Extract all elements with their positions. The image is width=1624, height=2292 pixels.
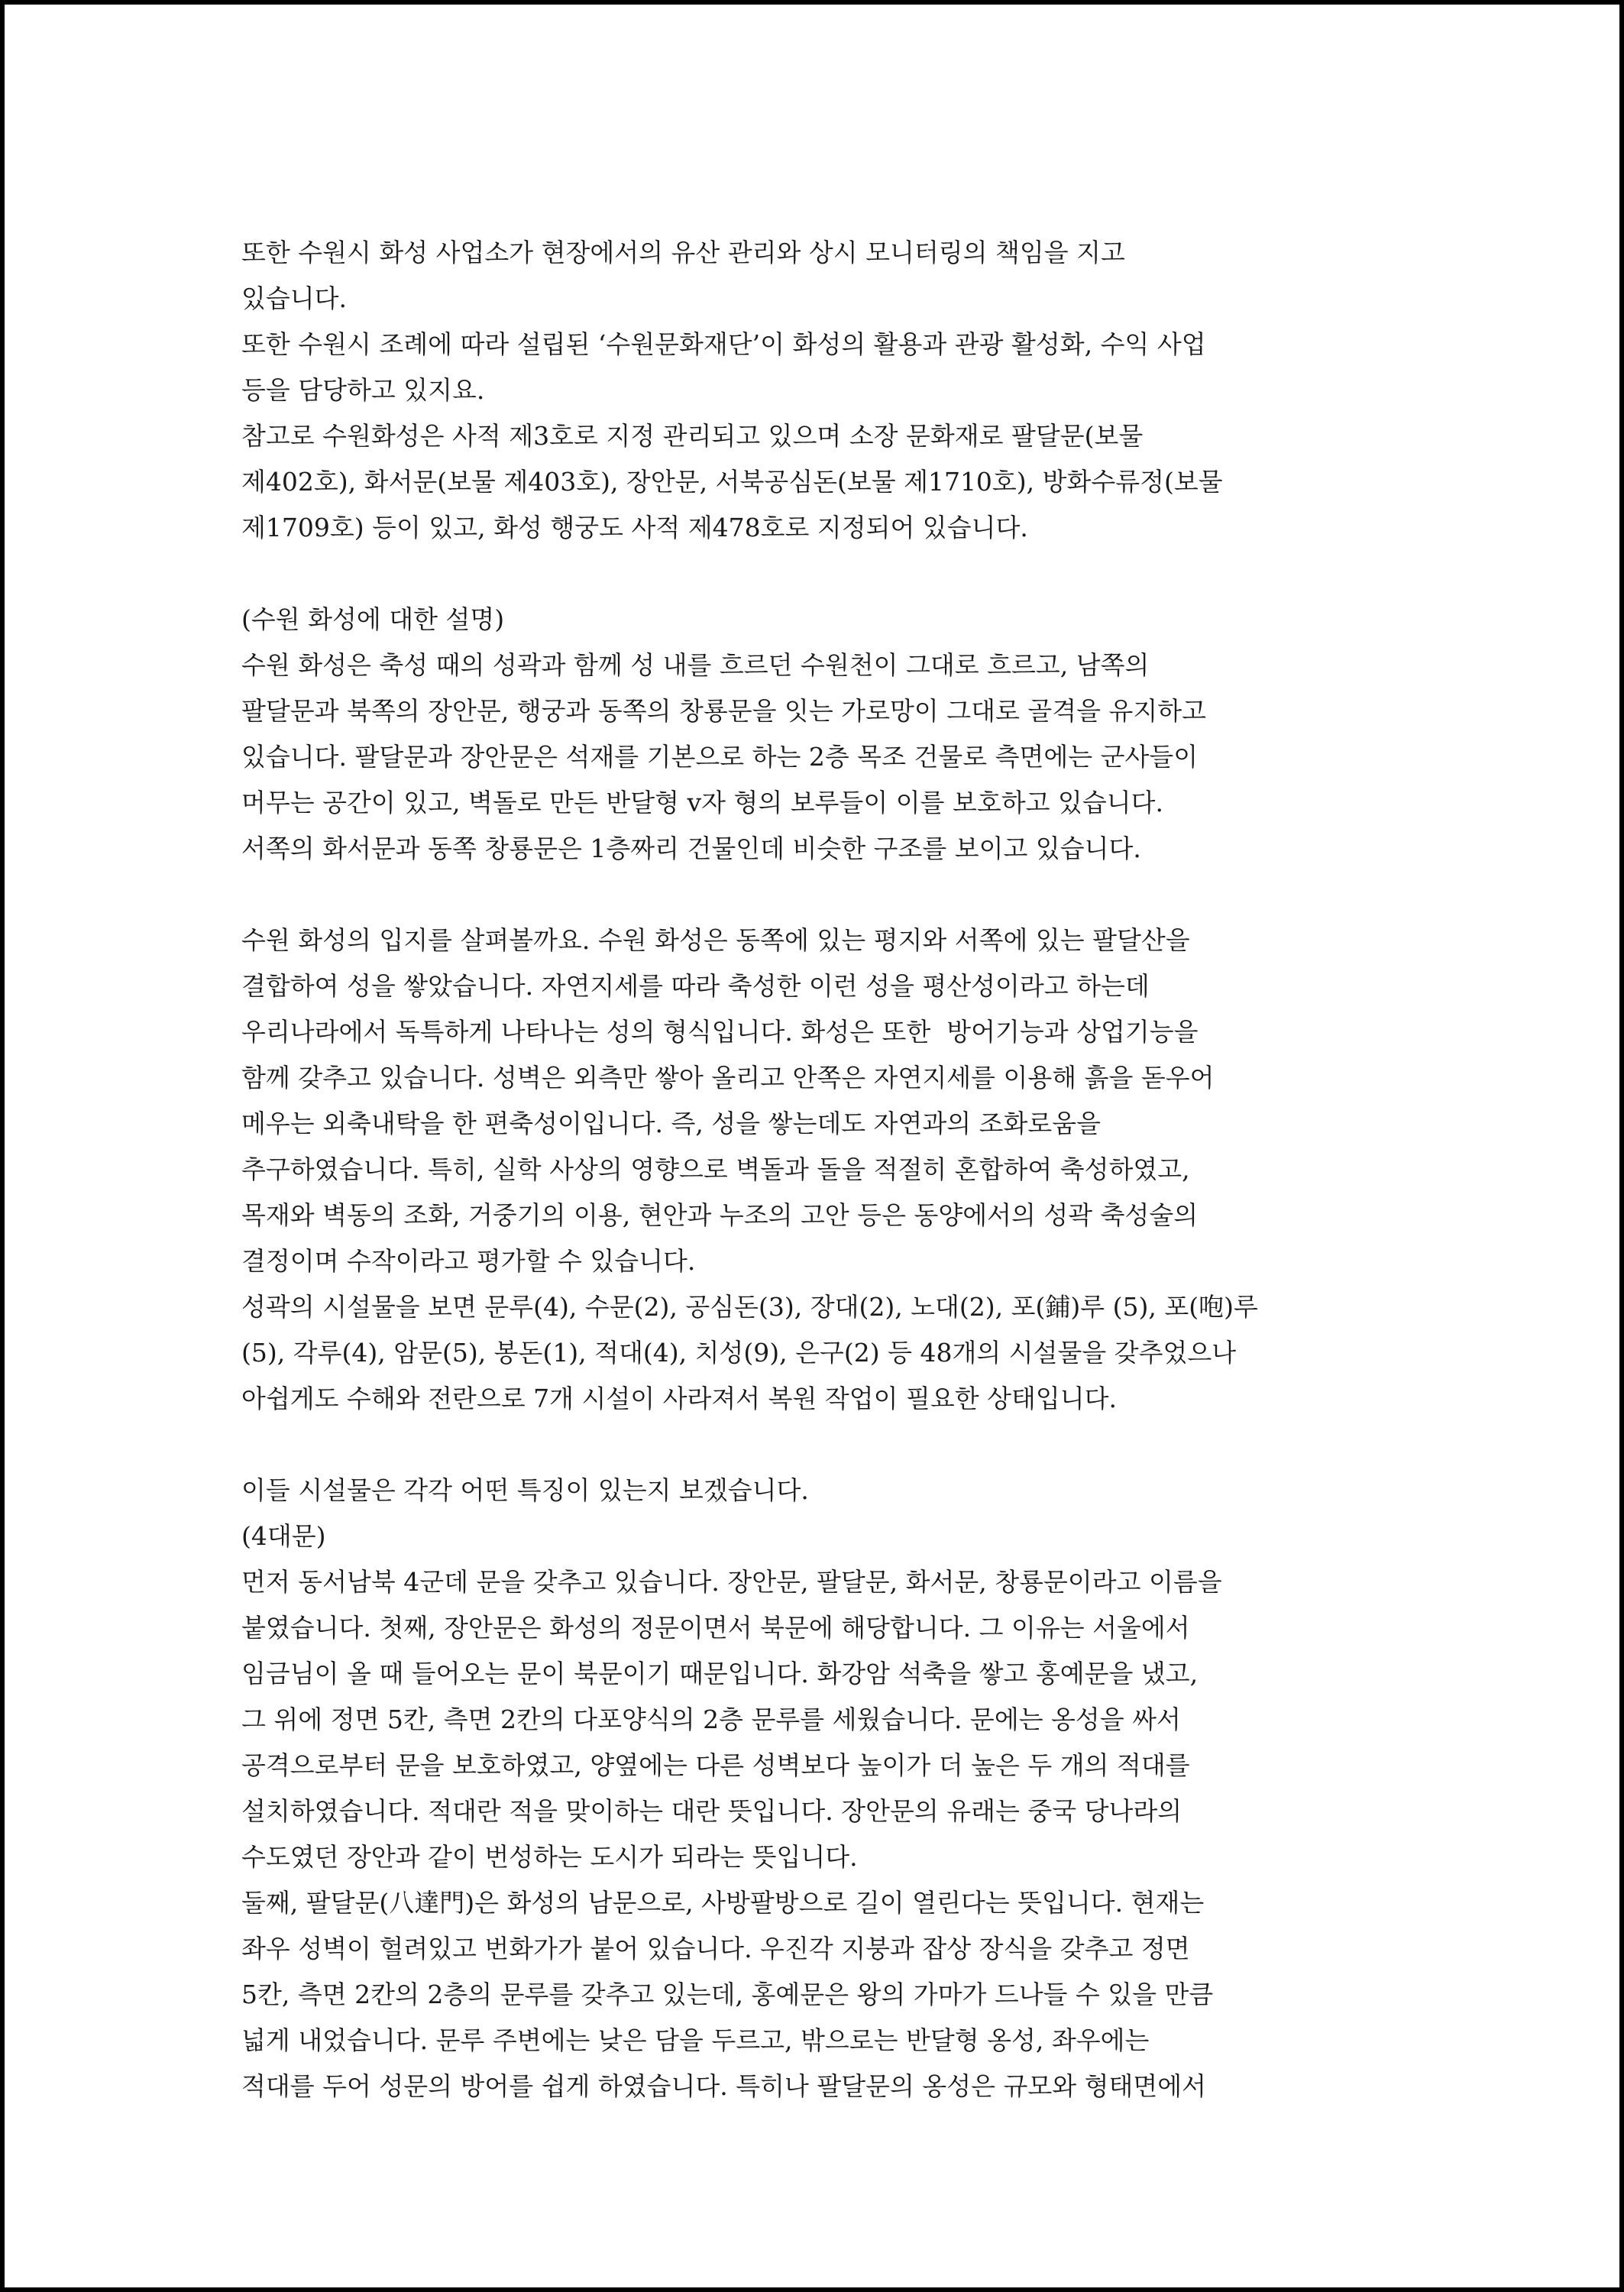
text-line: (5), 각루(4), 암문(5), 봉돈(1), 적대(4), 치성(9), 은구(2) 등 48개의 시설물을 갖추었으나 <box>241 1338 1237 1368</box>
text-line: 있습니다. <box>241 283 348 313</box>
text-line: 붙였습니다. 첫째, 장안문은 화성의 정문이면서 북문에 해당합니다. 그 이유는 서울에서 <box>241 1613 1190 1643</box>
text-line: 결정이며 수작이라고 평가할 수 있습니다. <box>241 1246 696 1276</box>
text-line: 있습니다. 팔달문과 장안문은 석재를 기본으로 하는 2층 목조 건물로 측면에는 군사들이 <box>241 742 1199 772</box>
text-line: 좌우 성벽이 헐려있고 번화가가 붙어 있습니다. 우진각 지붕과 잡상 장식을 갖추고 정면 <box>241 1934 1190 1963</box>
text-line: 제402호), 화서문(보물 제403호), 장안문, 서북공심돈(보물 제1710호), 방화수류정(보물 <box>241 467 1223 497</box>
text-line: 메우는 외축내탁을 한 편축성이입니다. 즉, 성을 쌓는데도 자연과의 조화로움을 <box>241 1109 1101 1138</box>
paragraph-gap <box>241 872 1364 918</box>
text-line: 머무는 공간이 있고, 벽돌로 만든 반달형 v자 형의 보루들이 이를 보호하고 있습니다. <box>241 788 1163 817</box>
paragraph-gap <box>241 1422 1364 1468</box>
text-line: 둘째, 팔달문(八達門)은 화성의 남문으로, 사방팔방으로 길이 열린다는 뜻입니다. 현재는 <box>241 1888 1205 1918</box>
text-line: 우리나라에서 독특하게 나타나는 성의 형식입니다. 화성은 또한 방어기능과 상업기능을 <box>241 1017 1199 1047</box>
text-line: 제1709호) 등이 있고, 화성 행궁도 사적 제478호로 지정되어 있습니다. <box>241 513 1028 542</box>
text-line: 임금님이 올 때 들어오는 문이 북문이기 때문입니다. 화강암 석축을 쌓고 홍예문을 냈고, <box>241 1659 1199 1688</box>
text-line: 설치하였습니다. 적대란 적을 맞이하는 대란 뜻입니다. 장안문의 유래는 중국 당나라의 <box>241 1796 1182 1826</box>
paragraph <box>241 918 1364 1422</box>
paragraph <box>241 230 1364 551</box>
text-line: 넓게 내었습니다. 문루 주변에는 낮은 담을 두르고, 밖으로는 반달형 옹성, 좌우에는 <box>241 2025 1150 2055</box>
text-line: 함께 갖추고 있습니다. 성벽은 외측만 쌓아 올리고 안쪽은 자연지세를 이용해 흙을 돋우어 <box>241 1063 1215 1093</box>
text-line: 적대를 두어 성문의 방어를 쉽게 하였습니다. 특히나 팔달문의 옹성은 규모와 형태면에서 <box>241 2071 1206 2101</box>
text-line: 5칸, 측면 2칸의 2층의 문루를 갖추고 있는데, 홍예문은 왕의 가마가 드나들 수 있을 만큼 <box>241 1980 1214 2009</box>
text-line: 아쉽게도 수해와 전란으로 7개 시설이 사라져서 복원 작업이 필요한 상태입니다. <box>241 1384 1117 1413</box>
text-line: 참고로 수원화성은 사적 제3호로 지정 관리되고 있으며 소장 문화재로 팔달문(보물 <box>241 421 1144 451</box>
text-line: 성곽의 시설물을 보면 문루(4), 수문(2), 공심돈(3), 장대(2), 노대(2), 포(鋪)루 (5), 포(咆)루 <box>241 1292 1258 1322</box>
text-line: 등을 담당하고 있지요. <box>241 375 485 405</box>
text-line: 또한 수원시 화성 사업소가 현장에서의 유산 관리와 상시 모니터링의 책임을 지고 <box>241 238 1125 267</box>
section-heading: (수원 화성에 대한 설명) <box>241 604 505 634</box>
section-heading: (4대문) <box>241 1521 326 1551</box>
text-line: 수원 화성은 축성 때의 성곽과 함께 성 내를 흐르던 수원천이 그대로 흐르고, 남쪽의 <box>241 650 1150 680</box>
text-line: 그 위에 정면 5칸, 측면 2칸의 다포양식의 2층 문루를 세웠습니다. 문에는 옹성을 싸서 <box>241 1704 1181 1734</box>
text-line: 결합하여 성을 쌓았습니다. 자연지세를 따라 축성한 이런 성을 평산성이라고 하는데 <box>241 971 1150 1001</box>
paragraph <box>241 1468 1364 2109</box>
text-line: 이들 시설물은 각각 어떤 특징이 있는지 보겠습니다. <box>241 1475 809 1505</box>
text-line: 수도였던 장안과 같이 번성하는 도시가 되라는 뜻입니다. <box>241 1842 858 1872</box>
document-body <box>241 230 1364 2109</box>
text-line: 팔달문과 북쪽의 장안문, 행궁과 동쪽의 창룡문을 잇는 가로망이 그대로 골격을 유지하고 <box>241 696 1206 726</box>
text-line: 먼저 동서남북 4군데 문을 갖추고 있습니다. 장안문, 팔달문, 화서문, 창룡문이라고 이름을 <box>241 1567 1222 1597</box>
text-line: 또한 수원시 조례에 따라 설립된 ‘수원문화재단’이 화성의 활용과 관광 활성화, 수익 사업 <box>241 329 1206 359</box>
text-line: 서쪽의 화서문과 동쪽 창룡문은 1층짜리 건물인데 비슷한 구조를 보이고 있습니다. <box>241 834 1141 863</box>
text-line: 추구하였습니다. 특히, 실학 사상의 영향으로 벽돌과 돌을 적절히 혼합하여 축성하였고, <box>241 1154 1190 1184</box>
text-line: 공격으로부터 문을 보호하였고, 양옆에는 다른 성벽보다 높이가 더 높은 두 개의 적대를 <box>241 1750 1190 1780</box>
text-line: 수원 화성의 입지를 살펴볼까요. 수원 화성은 동쪽에 있는 평지와 서쪽에 있는 팔달산을 <box>241 925 1190 955</box>
paragraph <box>241 597 1364 872</box>
paragraph-gap <box>241 551 1364 597</box>
text-line: 목재와 벽동의 조화, 거중기의 이용, 현안과 누조의 고안 등은 동양에서의 성곽 축성술의 <box>241 1200 1199 1230</box>
